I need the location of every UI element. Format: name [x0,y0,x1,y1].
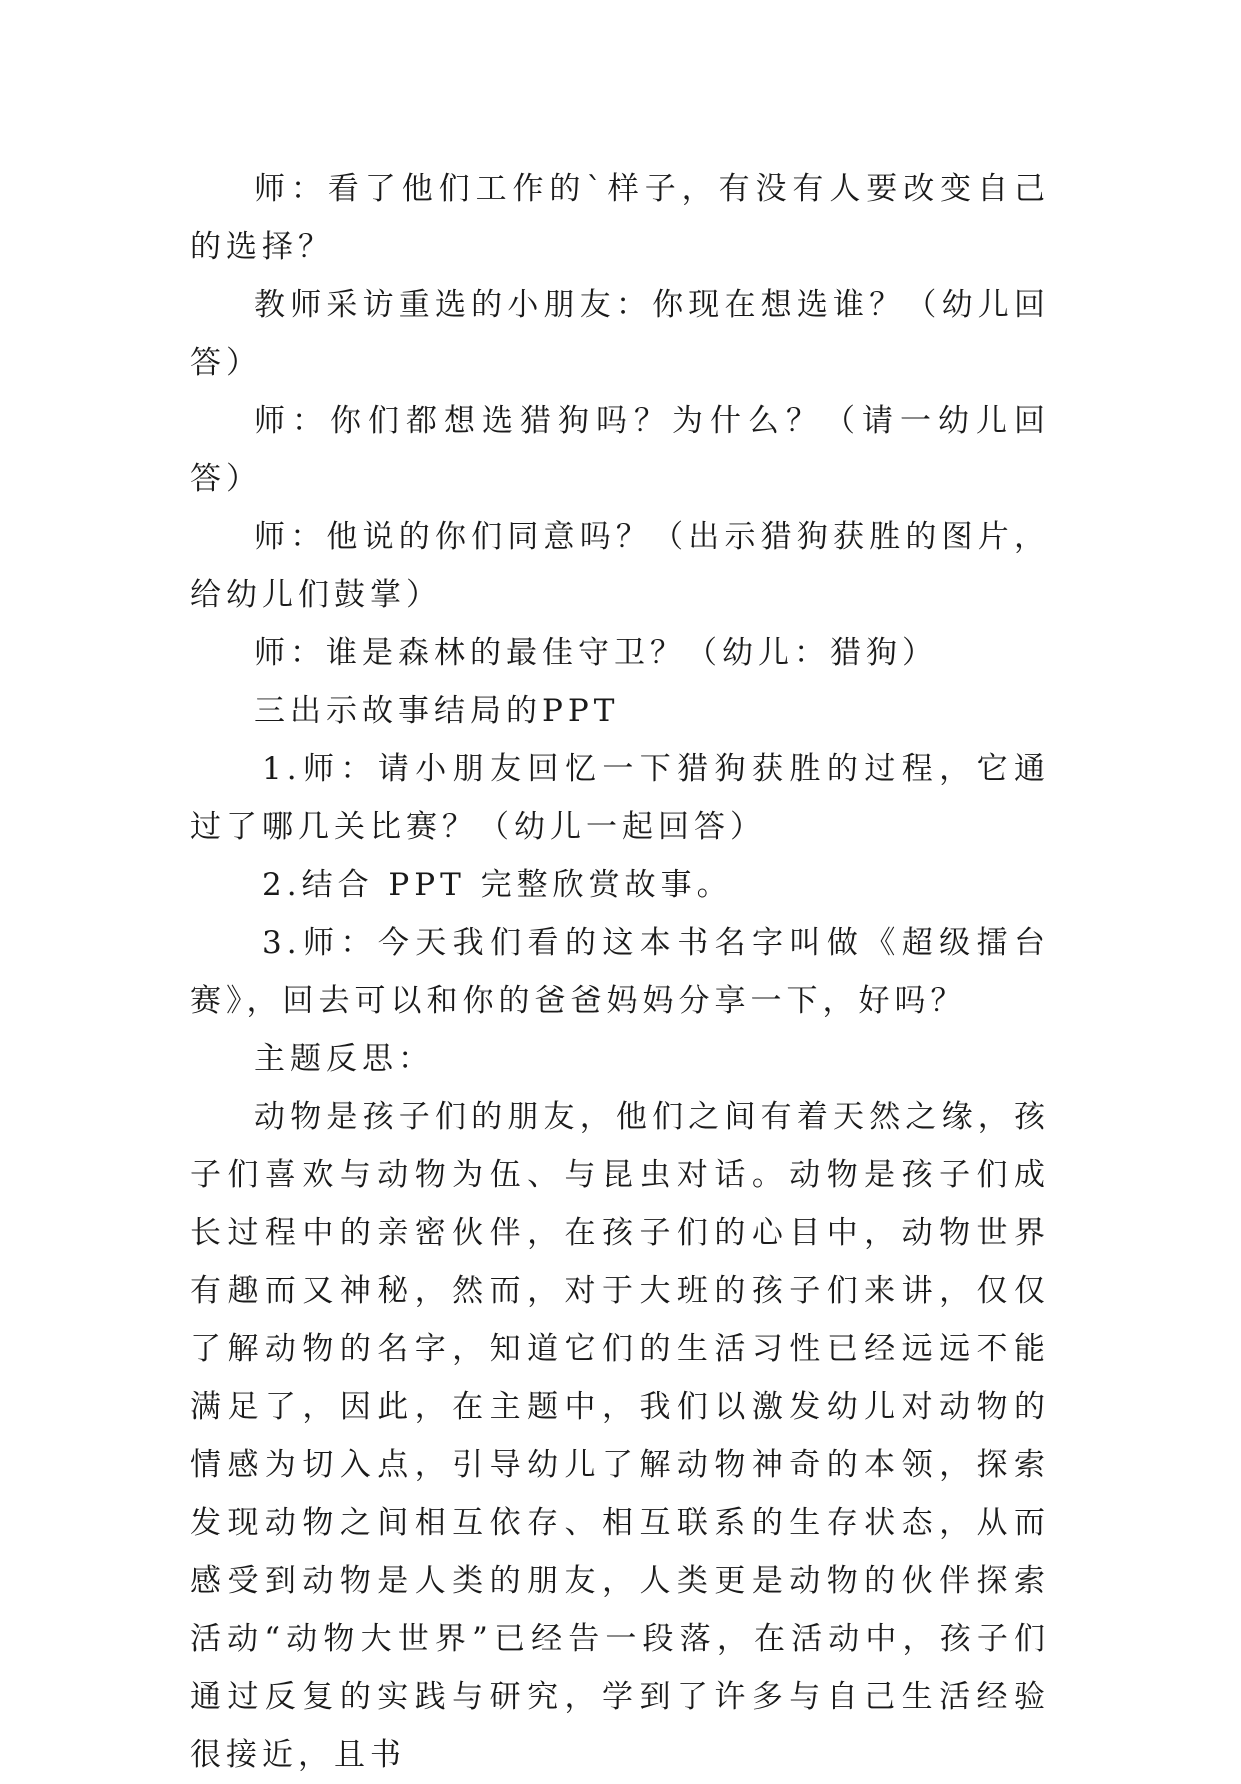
reflection-body: 动物是孩子们的朋友，他们之间有着天然之缘，孩子们喜欢与动物为伍、与昆虫对话。动物是孩子们成长过程中的亲密伙伴，在孩子们的心目中，动物世界有趣而又神秘，然而，对于大班的孩子们来讲，仅仅了解动物的名字，知道它们的生活习性已经远远不能满足了，因此，在主题中，我们以激发幼儿对动物的情感为切入点，引导幼儿了解动物神奇的本领，探索发现动物之间相互依存、相互联系的生存状态，从而感受到动物是人类的朋友，人类更是动物的伙伴探索活动“动物大世界”已经告一段落，在活动中，孩子们通过反复的实践与研究，学到了许多与自己生活经验很接近，且书 [190,1099,1050,1773]
paragraph-2: 教师采访重选的小朋友：你现在想选谁？（幼儿回答） [190,287,1050,381]
section-heading-3: 三出示故事结局的PPT [254,693,620,729]
paragraph-3: 师：你们都想选猎狗吗？为什么？（请一幼儿回答） [190,403,1050,497]
paragraph-step-3: 3.师：今天我们看的这本书名字叫做《超级擂台赛》，回去可以和你的爸爸妈妈分享一下，好吗？ [190,925,1050,1019]
paragraph-4: 师：他说的你们同意吗？（出示猎狗获胜的图片，给幼儿们鼓掌） [190,519,1050,613]
document-body [190,160,1050,1784]
reflection-heading: 主题反思： [254,1041,434,1077]
paragraph-5: 师：谁是森林的最佳守卫？（幼儿：猎狗） [254,635,938,671]
paragraph-step-2: 2.结合 PPT 完整欣赏故事。 [262,867,733,903]
paragraph-1: 师：看了他们工作的`样子，有没有人要改变自己的选择？ [190,171,1050,265]
paragraph-step-1: 1.师：请小朋友回忆一下猎狗获胜的过程，它通过了哪几关比赛？（幼儿一起回答） [190,751,1050,845]
